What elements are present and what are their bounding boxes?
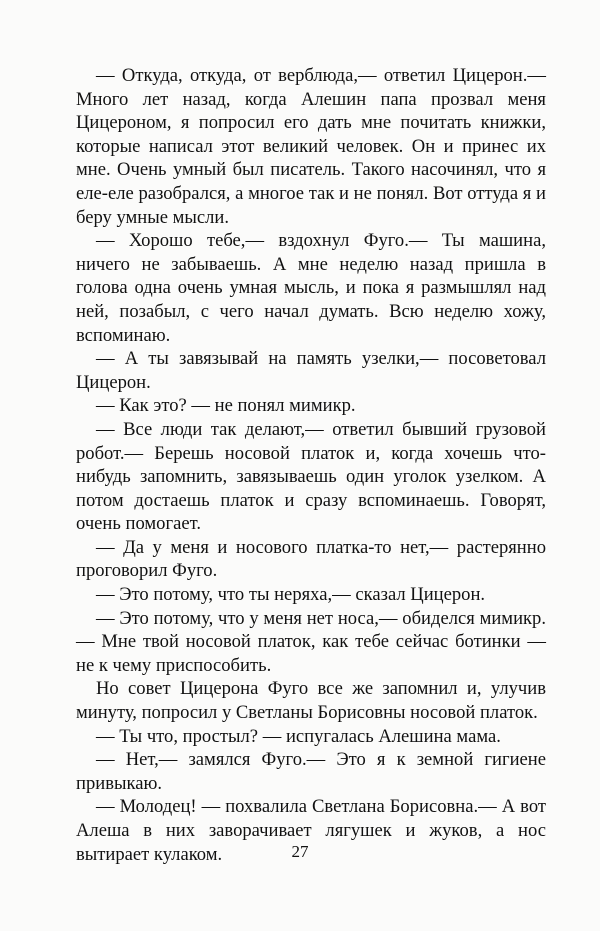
page-number: 27 — [291, 842, 309, 861]
paragraph: — Это потому, что ты неряха,— сказал Цицерон. — [96, 584, 486, 606]
paragraph: — Это потому, что у меня нет носа,— обиделся мимикр.— Мне твой носовой платок, как тебе сейчас ботинки — не к чему приспособить. — [76, 607, 546, 676]
paragraph: — Ты что, простыл? — испугалась Алешина мама. — [96, 725, 501, 747]
paragraph: — Хорошо тебе,— вздохнул Фуго.— Ты машина, ничего не забываешь. А мне неделю назад пришла в голова одна очень умная мысль, и пока я размышлял над ней, позабыл, с чего начал думать. Всю неделю хожу, вспоминаю. — [76, 230, 546, 346]
paragraph: — Да у меня и носового платка-то нет,— растерянно проговорил Фуго. — [76, 536, 546, 582]
paragraph: — Молодец! — похвалила Светлана Борисовна.— А вот Алеша в них заворачивает лягушек и жуков, а нос вытирает кулаком. — [76, 796, 546, 865]
paragraph: — Как это? — не понял мимикр. — [96, 395, 356, 417]
page-text — [76, 64, 546, 866]
paragraph: Но совет Цицерона Фуго все же запомнил и, улучив минуту, попросил у Светланы Борисовны носовой платок. — [76, 678, 546, 724]
paragraph: — Нет,— замялся Фуго.— Это я к земной гигиене привыкаю. — [76, 749, 546, 794]
paragraph: — Все люди так делают,— ответил бывший грузовой робот.— Берешь носовой платок и, когда хочешь что-нибудь запомнить, завязываешь один уголок узелком. А потом достаешь платок и сразу вспоминаешь. Говорят, очень помогает. — [76, 418, 546, 535]
paragraph: — А ты завязывай на память узелки,— посоветовал Цицерон. — [76, 348, 546, 393]
paragraph: — Откуда, откуда, от верблюда,— ответил Цицерон.— Много лет назад, когда Алешин папа прозвал меня Цицероном, я попросил его дать мне почитать книжки, которые написал этот великий человек. Он и принес их мне. Очень умный был писатель. Такого насочинял, что я еле-еле разобрался, а многое так и не понял. Вот оттуда я и беру умные мысли. — [76, 65, 546, 228]
